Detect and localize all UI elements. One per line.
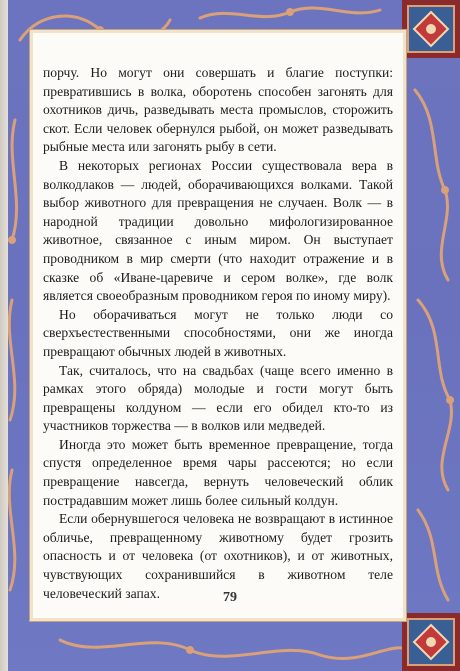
paragraph-6: Если обернувшегося человека не возвращают в истинное обличье, превращенному животному будет грозить опасность и от человека (от охотников), и от животных, чувствующих сохранившийся в животном теле человеческий запах.	[43, 511, 393, 601]
paragraph-5: Иногда это может быть временное превращение, тогда спустя определенное время чары рассеются; но если превращение навсегда, вернуть человеческий облик пострадавшим может лишь более сильный колдун.	[43, 436, 393, 508]
corner-ornament-bottom-right	[402, 613, 460, 671]
page-number: 79	[223, 590, 237, 605]
paragraph-3: Но оборачиваться могут не только люди со сверхъестественными способностями, они же иногда превращают обычных людей в животных.	[43, 306, 393, 359]
paragraph-4: Так, считалось, что на свадьбах (чаще всего именно в рамках этого обряда) молодые и гости могут быть превращены колдуном — если его обидел кто-то из участников торжества — в волков или медведей.	[43, 362, 393, 434]
paragraph-1: порчу. Но могут они совершать и благие поступки: превратившись в волка, оборотень способен загонять для охотников дичь, разведывать места промыслов, сторожить скот. Если человек обернулся рыбой, он может разведывать рыбные места или загонять рыбу в сети.	[43, 65, 393, 155]
page-edge	[0, 0, 8, 671]
corner-ornament-top-right	[402, 0, 460, 58]
paragraph-2: В некоторых регионах России существовала вера в волкодлаков — людей, оборачивающихся волками. Такой выбор животного для превращения не случаен. Волк — в народной традиции довольно мифологизированное животное, связанное с иным миром. Он выступает проводником в мир смерти (что находит отражение и в сказке об «Иване-царевиче и сером волке», где волк является своеобразным проводником героя по иному миру).	[43, 157, 393, 304]
body-text	[43, 64, 393, 603]
